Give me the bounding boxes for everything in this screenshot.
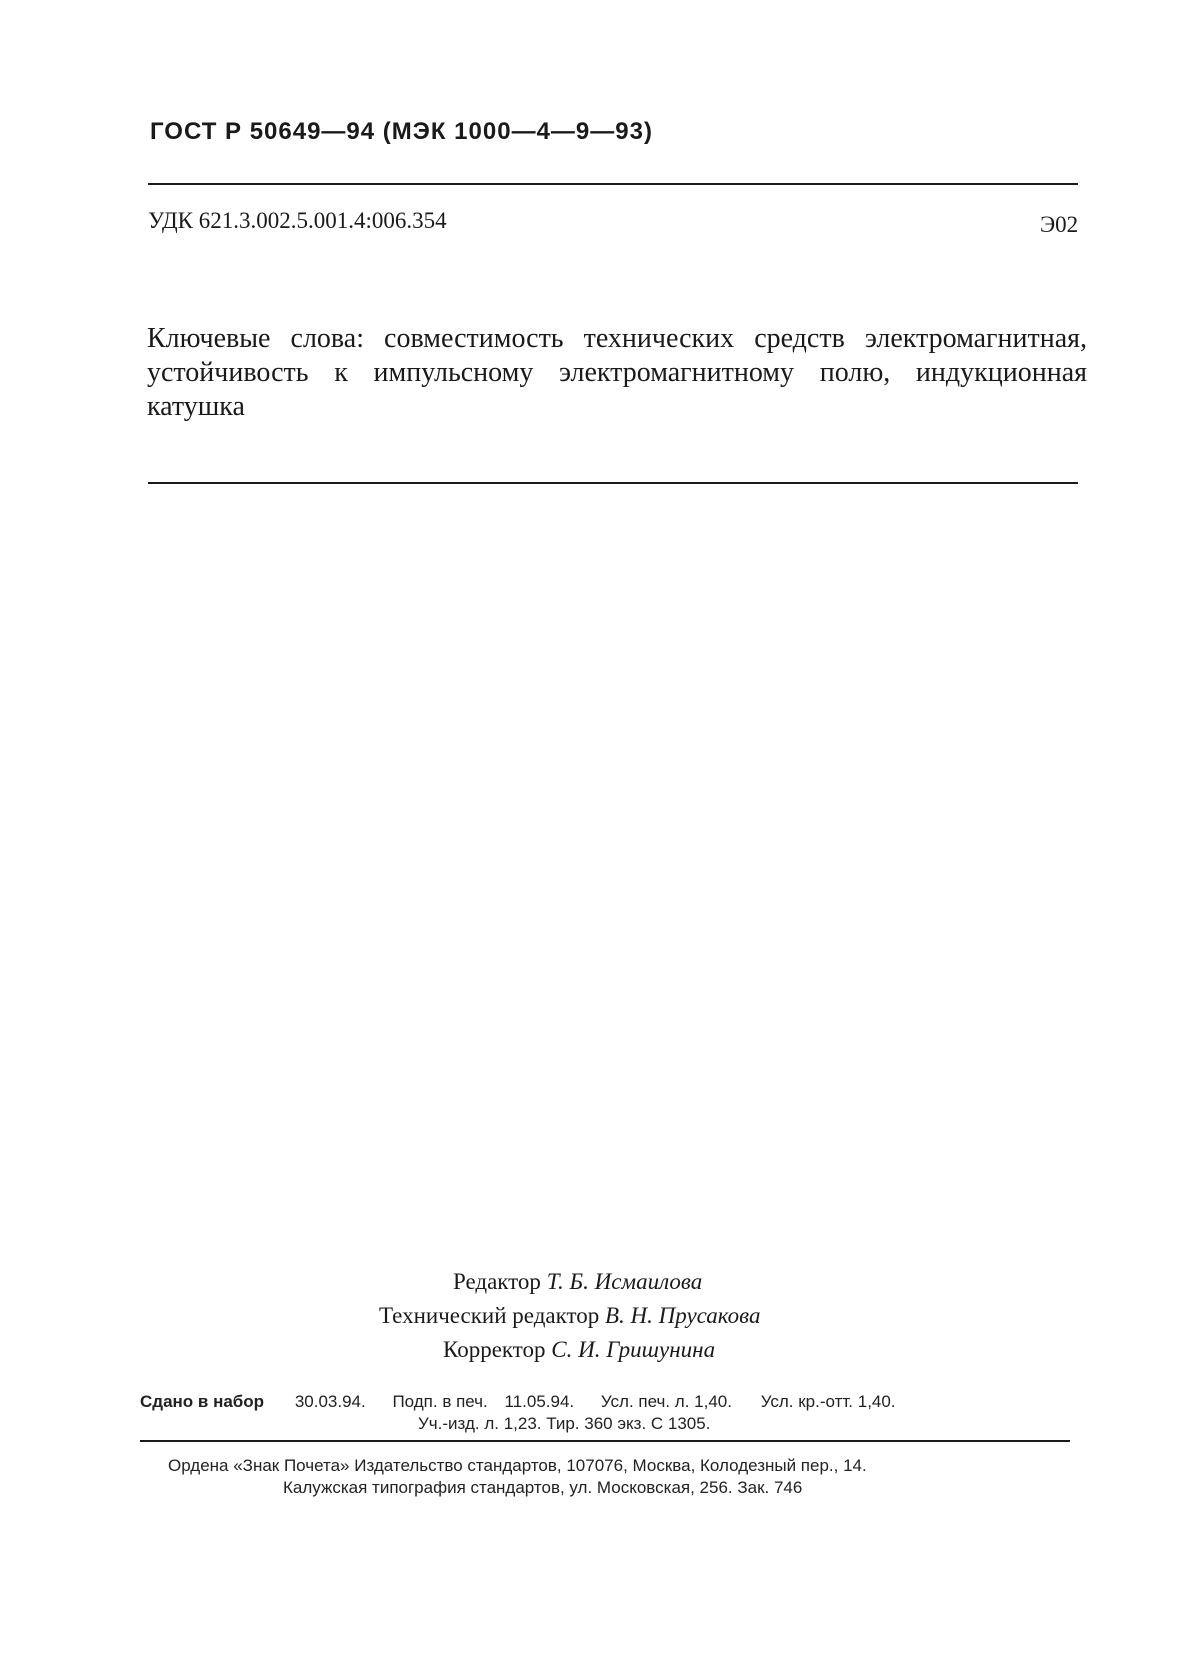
corrector-label: Корректор (443, 1337, 546, 1362)
editor-line (453, 1265, 702, 1299)
publisher-line: Ордена «Знак Почета» Издательство стандартов, 107076, Москва, Колодезный пер., 14. (168, 1456, 867, 1475)
print-sheets: Усл. печ. л. 1,40. (600, 1392, 732, 1411)
keywords-paragraph: Ключевые слова: совместимость технических средств электромагнитная, устойчивость к импульсному электромагнитному полю, индукционная катушка (147, 323, 1087, 422)
tech-editor-name: В. Н. Прусакова (604, 1303, 761, 1328)
editor-label: Редактор (453, 1269, 541, 1294)
printer-line: Калужская типография стандартов, ул. Московская, 256. Зак. 746 (283, 1478, 803, 1497)
header-divider (148, 183, 1078, 185)
corrector-line (443, 1333, 715, 1367)
corrector-name: С. И. Гришунина (551, 1337, 716, 1362)
standard-title: ГОСТ Р 50649—94 (МЭК 1000—4—9—93) (150, 118, 653, 145)
editor-name: Т. Б. Исмаилова (546, 1269, 703, 1294)
typeset-date: 30.03.94. (294, 1392, 366, 1411)
signed-label: Подп. в печ. (392, 1392, 488, 1411)
signed-date: 11.05.94. (504, 1392, 575, 1411)
classification-code: Э02 (1040, 212, 1079, 237)
imprint-line-1 (140, 1392, 896, 1412)
imprint-line-2: Уч.-изд. л. 1,23. Тир. 360 экз. С 1305. (418, 1414, 711, 1433)
tech-editor-label: Технический редактор (379, 1303, 600, 1328)
color-prints: Усл. кр.-отт. 1,40. (760, 1392, 896, 1411)
tech-editor-line (379, 1299, 760, 1333)
typeset-label: Сдано в набор (140, 1392, 265, 1411)
imprint-divider (140, 1440, 1070, 1442)
udk-code: УДК 621.3.002.5.001.4:006.354 (148, 208, 447, 233)
keywords-divider (148, 482, 1078, 484)
